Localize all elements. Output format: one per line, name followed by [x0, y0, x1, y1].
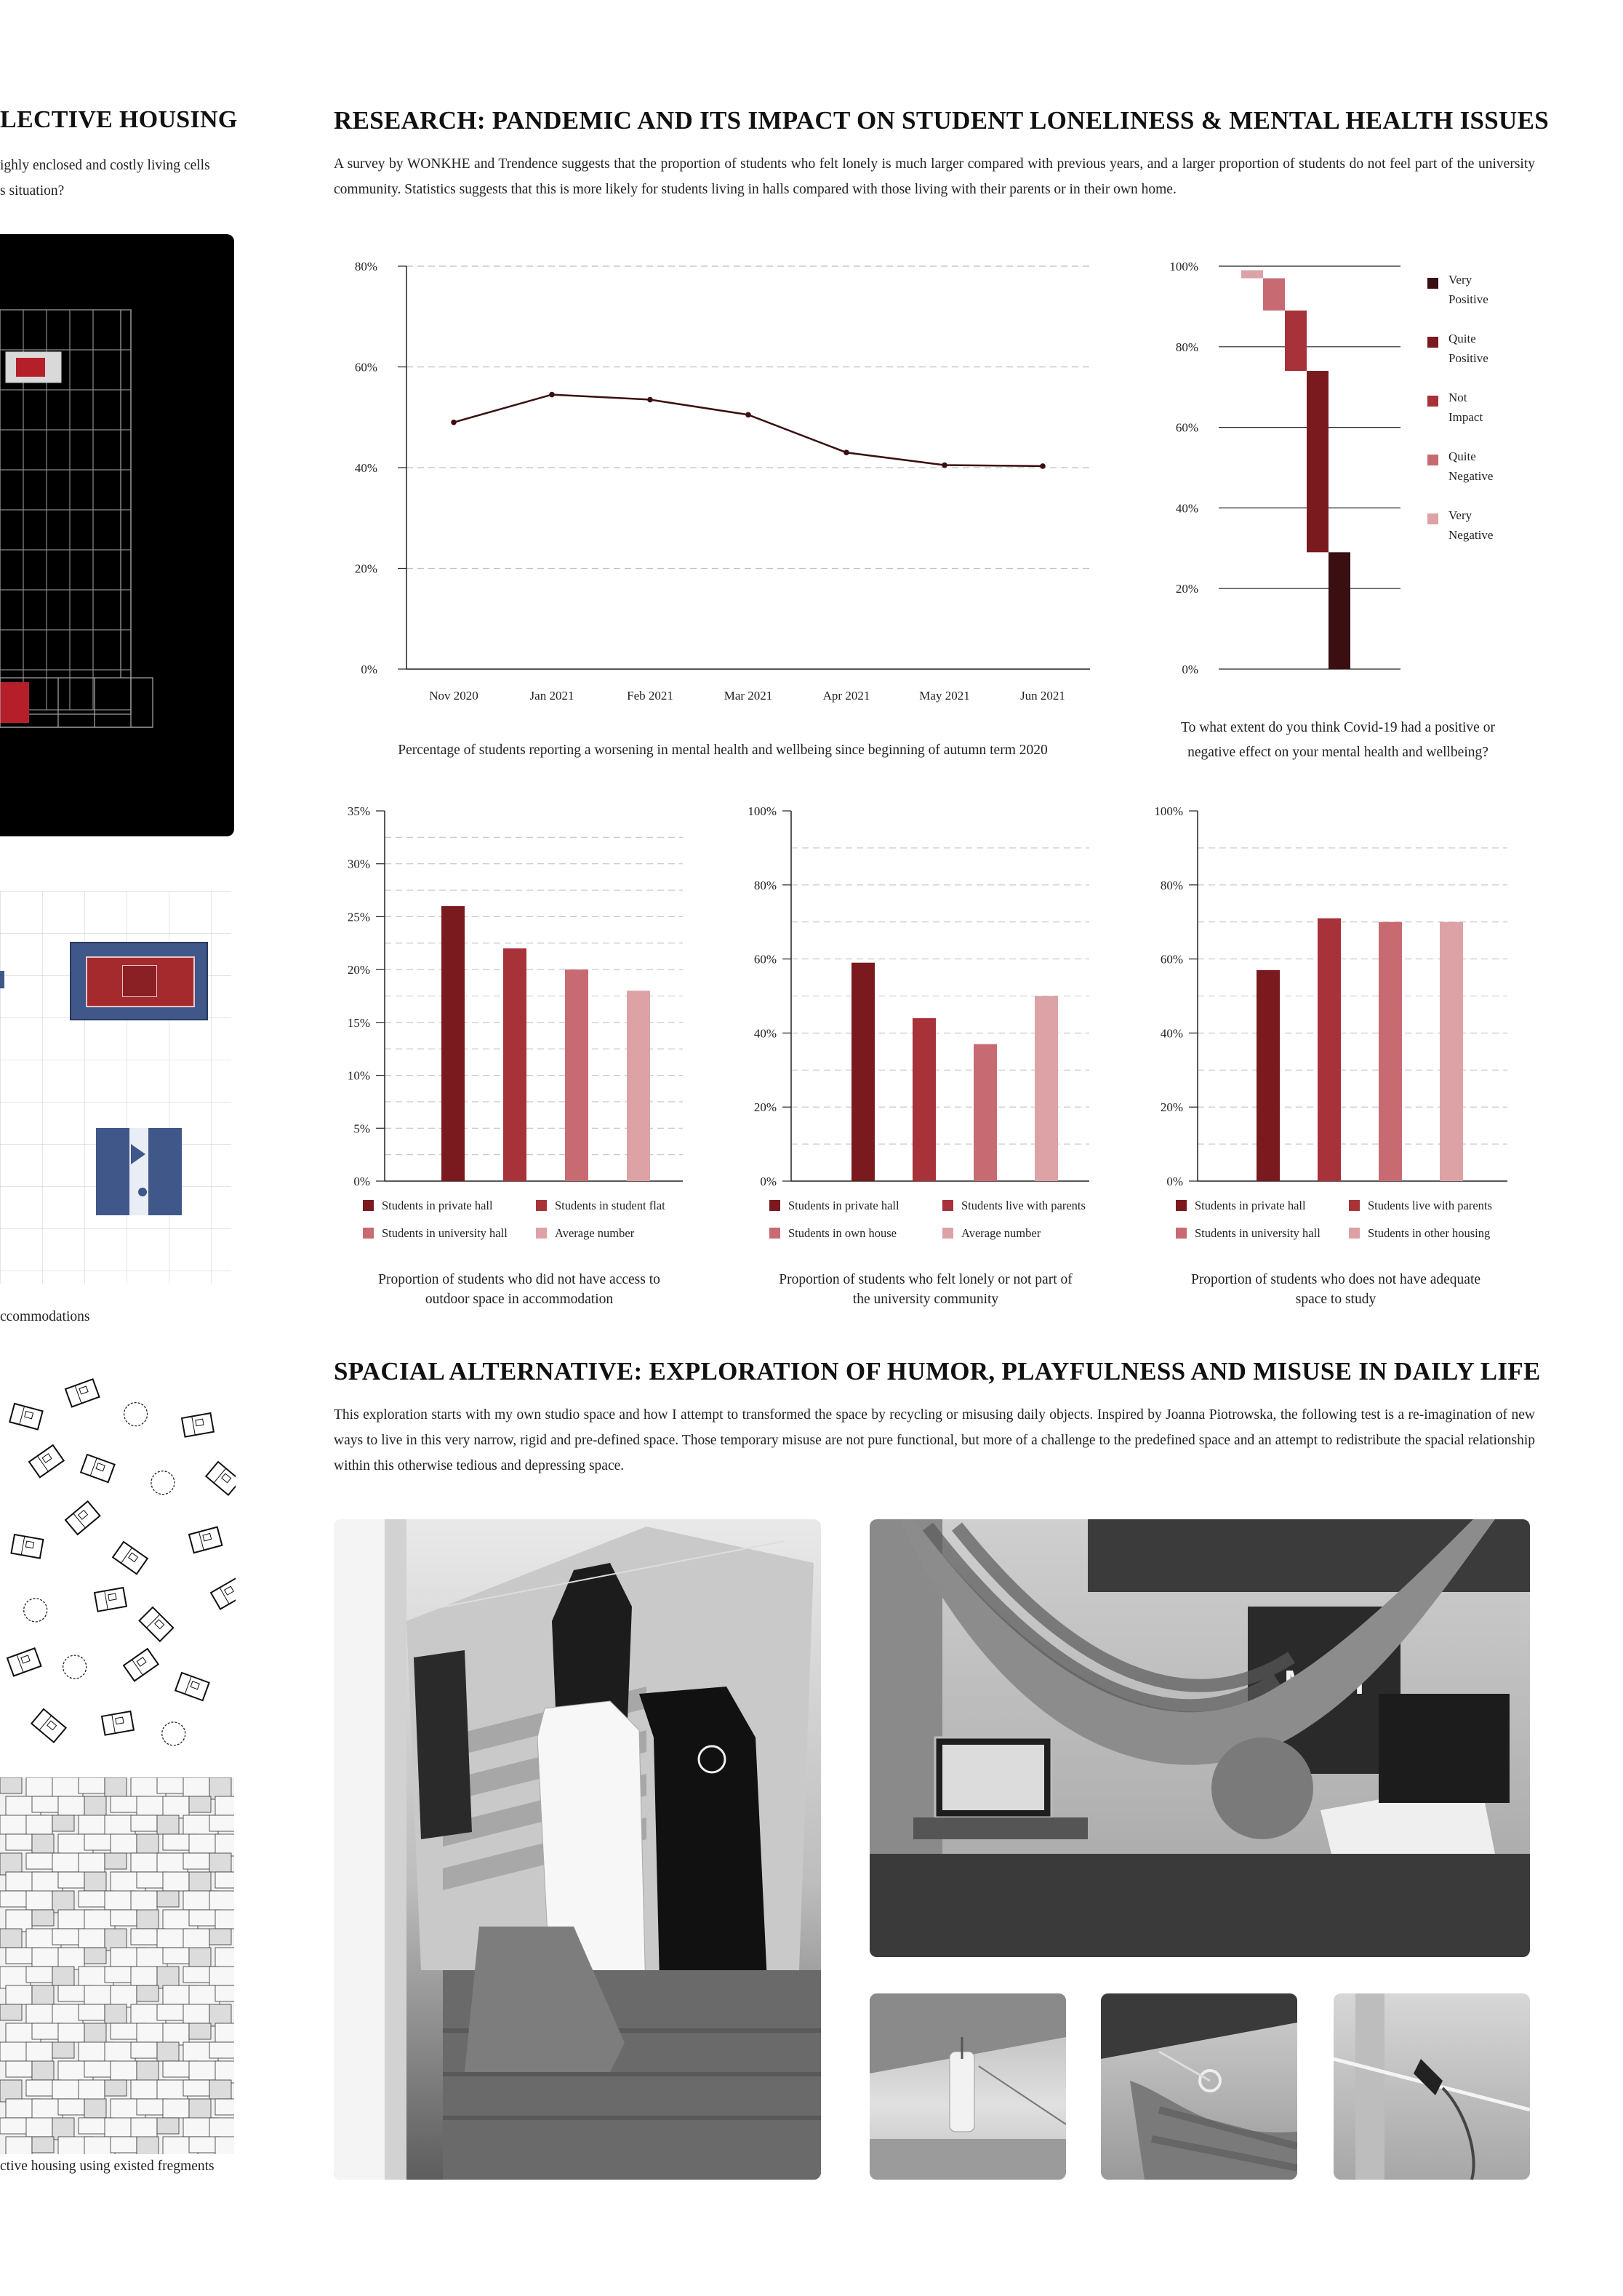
tree-symbol — [120, 1399, 152, 1431]
plan-cell — [0, 2004, 22, 2020]
bar-chart-study-space — [1147, 793, 1554, 1258]
y-tick-label: 0% — [361, 663, 377, 676]
y-tick-label: 0% — [1182, 663, 1198, 676]
plan-cell — [0, 1777, 22, 1793]
plan-cell — [111, 2137, 137, 2153]
legend-label: Students in own house — [788, 1226, 897, 1240]
legend-label: Average number — [961, 1226, 1041, 1240]
scattered-units-drawing — [0, 1375, 236, 1753]
legend-swatch — [1427, 513, 1438, 524]
plan-cell — [0, 2080, 22, 2102]
plan-cell — [183, 2004, 209, 2023]
legend-label: Average number — [555, 1226, 635, 1240]
legend-swatch — [1427, 455, 1438, 465]
unit-plan — [60, 1652, 89, 1681]
y-tick-label: 40% — [753, 1026, 777, 1041]
legend-label-line2: Impact — [1448, 410, 1483, 424]
legend-swatch — [363, 1200, 374, 1211]
legend-label: Students in private hall — [1195, 1199, 1306, 1212]
data-point — [942, 463, 947, 468]
legend-label: Students in private hall — [788, 1199, 899, 1212]
plan-cell — [111, 1985, 137, 2007]
plan-cell — [215, 1872, 234, 1888]
plan-cell — [105, 1777, 127, 1796]
legend-swatch — [1427, 396, 1438, 407]
plan-cell — [189, 2023, 211, 2039]
x-tick-label: Apr 2021 — [822, 689, 870, 703]
plan-cell — [215, 1948, 234, 1969]
plan-cell — [137, 1910, 159, 1929]
photo-ceiling-bottle-svg — [870, 1993, 1066, 2180]
legend-label: Students in other housing — [1368, 1226, 1491, 1240]
plan-cell — [32, 1985, 54, 2007]
left-intro-line1: ighly enclosed and costly living cells — [0, 158, 210, 173]
data-point — [1040, 463, 1046, 469]
bar — [974, 1044, 997, 1181]
small-block-plan — [0, 971, 4, 988]
plan-cell — [183, 2080, 209, 2096]
bar1-caption-line1: Proportion of students who did not have access to — [378, 1272, 660, 1287]
plan-cell — [189, 1948, 211, 1967]
tree-symbol — [148, 1467, 179, 1498]
bar3-caption-line2: space to study — [1295, 1292, 1376, 1307]
plan-cell — [163, 2099, 189, 2118]
plan-cell — [163, 1872, 189, 1891]
plan-cell — [163, 1796, 189, 1818]
plan-cell — [26, 1967, 52, 1983]
plan-cell — [84, 1948, 106, 1964]
legend-swatch — [1427, 278, 1438, 289]
y-tick-label: 20% — [347, 963, 370, 977]
plan-cell — [209, 1777, 231, 1799]
plan-cell — [215, 2023, 234, 2042]
legend-swatch — [942, 1200, 953, 1211]
waterfall-chart-covid-effect — [1153, 247, 1560, 691]
unit-plan — [182, 1413, 214, 1437]
plan-cell — [58, 1948, 84, 1969]
bar1-caption — [334, 1270, 705, 1309]
y-tick-label: 5% — [353, 1121, 370, 1136]
plan-cell — [32, 1910, 54, 1926]
courtyard-block-plan — [70, 942, 208, 1020]
y-tick-label: 80% — [354, 260, 377, 273]
legend-swatch — [1349, 1228, 1360, 1239]
plan-cell — [131, 1815, 157, 1831]
plan-cell — [209, 2004, 231, 2026]
tree-symbol — [158, 1719, 189, 1750]
plan-cell — [209, 2080, 231, 2099]
legend-swatch — [769, 1200, 780, 1211]
legend-swatch — [1176, 1228, 1187, 1239]
plan-cell — [58, 2023, 84, 2042]
plan-cell — [26, 1815, 52, 1837]
plan-cell — [79, 1853, 105, 1875]
plan-cell — [189, 1796, 211, 1812]
legend-swatch — [942, 1228, 953, 1239]
x-tick-label: Jun 2021 — [1020, 689, 1065, 703]
plan-cell — [163, 1948, 189, 1964]
unit-plan — [95, 1588, 127, 1612]
plan-cell — [0, 1929, 22, 1948]
plan-cell — [209, 1815, 234, 1831]
plan-cell — [79, 1929, 105, 1948]
legend-label-line1: Very — [1448, 508, 1472, 522]
plan-cell — [105, 2080, 127, 2096]
unit-plan — [65, 1379, 99, 1407]
bar — [627, 991, 650, 1181]
line-chart-caption: Percentage of students reporting a worsening in mental health and wellbeing since beginning of autumn term 2020 — [398, 743, 1048, 758]
plan-cell — [131, 1967, 157, 1985]
plan-cell — [189, 2099, 211, 2121]
y-tick-label: 30% — [347, 857, 370, 871]
dense-plan-svg — [0, 1777, 234, 2154]
y-tick-label: 60% — [1160, 952, 1183, 967]
legend-label-line1: Not — [1448, 391, 1467, 404]
plan-cell — [209, 1891, 234, 1913]
waterfall-bar — [1307, 371, 1329, 552]
line-chart-mental-health — [334, 247, 1112, 713]
legend-label: Students live with parents — [1368, 1199, 1492, 1212]
plan-cell — [209, 2118, 234, 2140]
photo-hammock-desk-svg — [870, 1519, 1530, 1957]
research-paragraph: A survey by WONKHE and Trendence suggests that the proportion of students who felt lonely is much larger compared with previous years, and a larger proportion of students do not feel part of the university community. Statistics suggests that this is more likely for students living in halls compared with those living with their parents or in their own home. — [334, 156, 1535, 197]
unit-plan — [65, 1501, 100, 1535]
bar2-caption — [740, 1270, 1111, 1309]
plan-cell — [6, 1834, 32, 1850]
plan-cell — [183, 1853, 209, 1869]
y-tick-label: 35% — [347, 804, 370, 818]
legend-swatch — [1349, 1200, 1360, 1211]
unit-outline — [9, 1404, 42, 1429]
y-tick-label: 20% — [1160, 1100, 1183, 1115]
plan-cell — [209, 1967, 234, 1985]
unit-outline — [65, 1501, 100, 1535]
legend-swatch — [363, 1228, 374, 1239]
unit-plan — [158, 1719, 189, 1750]
unit-plan — [206, 1462, 236, 1495]
plan-cell — [215, 1910, 234, 1929]
plan-cell — [84, 2023, 106, 2045]
unit-plan — [31, 1709, 65, 1743]
legend-label-line1: Quite — [1448, 449, 1476, 463]
unit-outline — [189, 1527, 222, 1553]
legend-label: Students in student flat — [555, 1199, 665, 1212]
legend-label: Students in university hall — [1195, 1226, 1321, 1240]
plan-cell — [183, 1929, 209, 1951]
plan-cell — [79, 1777, 105, 1793]
tree-symbol — [60, 1652, 89, 1681]
plan-cell — [157, 2042, 179, 2061]
waterfall-bar — [1285, 311, 1307, 371]
plan-cell — [58, 2099, 84, 2115]
legend-label-line2: Negative — [1448, 469, 1494, 483]
plan-cell — [32, 2137, 54, 2153]
plan-cell — [6, 2061, 32, 2077]
unit-plan — [140, 1607, 174, 1641]
unit-plan — [102, 1711, 134, 1735]
y-tick-label: 20% — [1175, 582, 1198, 596]
unit-outline — [65, 1379, 99, 1407]
unit-plan — [189, 1527, 222, 1553]
legend-swatch — [1176, 1200, 1187, 1211]
legend-swatch — [769, 1228, 780, 1239]
unit-plan — [81, 1455, 114, 1482]
y-tick-label: 100% — [1169, 260, 1198, 273]
y-tick-label: 80% — [1160, 878, 1183, 892]
plan-grid-area — [0, 891, 231, 1284]
scattered-units-svg — [0, 1375, 236, 1753]
left-heading: LECTIVE HOUSING — [0, 106, 238, 133]
plan-cell — [0, 1853, 22, 1875]
plan-cell — [137, 1985, 159, 2001]
y-tick-label: 20% — [354, 561, 377, 576]
plan-cell — [6, 1910, 32, 1932]
unit-plan — [211, 1578, 236, 1609]
legend-label-line2: Positive — [1448, 292, 1488, 306]
plan-cell — [215, 2061, 234, 2083]
legend-label: Students live with parents — [961, 1199, 1086, 1212]
bar — [565, 969, 588, 1181]
unit-plan — [124, 1649, 159, 1681]
plan-cell — [6, 1985, 32, 2004]
y-tick-label: 40% — [354, 461, 377, 475]
left-intro — [0, 153, 210, 204]
waterfall-bar — [1263, 279, 1285, 311]
photo-curtain-hook — [1101, 1993, 1297, 2180]
unit-outline — [175, 1673, 209, 1700]
data-point — [745, 412, 751, 417]
plan-cell — [131, 2042, 157, 2058]
legend-label-line1: Quite — [1448, 332, 1476, 345]
plan-cell — [84, 1872, 106, 1891]
legend-swatch — [1427, 337, 1438, 348]
data-point — [647, 397, 653, 403]
bar2-caption-line2: the university community — [852, 1292, 999, 1307]
waterfall-caption — [1134, 716, 1542, 765]
unit-outline — [31, 1709, 65, 1743]
plan-cell — [215, 1796, 234, 1815]
y-tick-label: 10% — [347, 1068, 370, 1083]
legend-label-line2: Positive — [1448, 351, 1488, 365]
y-tick-label: 15% — [347, 1015, 370, 1030]
legend-label: Students in private hall — [382, 1199, 493, 1212]
waterfall-bar — [1241, 271, 1263, 279]
plan-cell — [105, 1929, 127, 1951]
building-section-drawing — [0, 234, 234, 836]
data-point — [549, 392, 555, 398]
plan-cell — [215, 2137, 234, 2154]
legend-swatch — [536, 1228, 547, 1239]
left-caption-accommodations: ccommodations — [0, 1309, 90, 1324]
bar-chart-outdoor-space — [334, 793, 697, 1258]
y-tick-label: 0% — [353, 1175, 370, 1188]
research-heading: RESEARCH: PANDEMIC AND ITS IMPACT ON STUDENT LONELINESS & MENTAL HEALTH ISSUES — [334, 106, 1550, 135]
building-section-svg — [0, 234, 234, 836]
bar — [1257, 970, 1280, 1181]
series-line — [454, 395, 1043, 466]
bar — [1318, 919, 1341, 1181]
unit-outline — [182, 1413, 214, 1437]
plan-cell — [52, 1967, 74, 1985]
y-tick-label: 40% — [1160, 1026, 1183, 1041]
x-tick-label: May 2021 — [919, 689, 970, 703]
plan-cell — [157, 2118, 179, 2134]
plan-cell — [79, 2004, 105, 2020]
bar — [851, 963, 875, 1181]
spacial-paragraph: This exploration starts with my own studio space and how I attempt to transformed the space by recycling or misusing daily objects. Inspired by Joanna Piotrowska, the following test is a re-imagination of new ways to live in this very narrow, rigid and pre-defined space. Those temporary misuse are not pure functional, but more of a challenge to the predefined space and an attempt to redistribute the spacial relationship within this otherwise tedious and depressing space. — [334, 1407, 1535, 1473]
unit-outline — [124, 1649, 159, 1681]
plan-cell — [84, 2099, 106, 2118]
plan-cell — [52, 1815, 74, 1831]
plan-cell — [111, 2061, 137, 2080]
legend-swatch — [536, 1200, 547, 1211]
plan-cell — [209, 1853, 231, 1872]
unit-outline — [29, 1445, 64, 1477]
y-tick-label: 40% — [1175, 501, 1198, 516]
legend-label-line2: Negative — [1448, 528, 1494, 542]
y-tick-label: 60% — [354, 360, 377, 375]
plan-cell — [105, 1853, 127, 1869]
unit-plan — [7, 1648, 41, 1676]
y-tick-label: 60% — [753, 952, 777, 967]
bar-chart-lonely — [740, 793, 1104, 1258]
photo-rope-clip — [1334, 1993, 1530, 2180]
y-tick-label: 60% — [1175, 420, 1198, 435]
plan-cell — [6, 2137, 32, 2154]
x-tick-label: Mar 2021 — [724, 689, 773, 703]
plan-cell — [52, 1891, 74, 1913]
y-tick-label: 80% — [1175, 340, 1198, 354]
legend-label: Students in university hall — [382, 1226, 508, 1240]
photo-hammock-desk — [870, 1519, 1530, 1957]
plan-cell — [111, 1910, 137, 1926]
plan-cell — [137, 1834, 159, 1856]
plan-cell — [32, 1834, 54, 1853]
plan-cell — [79, 2080, 105, 2102]
plan-cell — [163, 2023, 189, 2045]
x-tick-label: Nov 2020 — [429, 689, 478, 703]
unit-plan — [20, 1595, 51, 1626]
plan-cell — [131, 1891, 157, 1913]
plan-cell — [157, 1815, 179, 1834]
unit-outline — [113, 1542, 148, 1574]
y-tick-label: 25% — [347, 910, 370, 924]
legend-label-line1: Very — [1448, 273, 1472, 287]
plan-cell — [215, 1834, 234, 1856]
spacial-heading: SPACIAL ALTERNATIVE: EXPLORATION OF HUMOR, PLAYFULNESS AND MISUSE IN DAILY LIFE — [334, 1357, 1541, 1385]
waterfall-caption-line2: negative effect on your mental health and wellbeing? — [1187, 745, 1488, 760]
plan-cell — [105, 2004, 127, 2023]
plan-cell — [26, 2042, 52, 2064]
y-tick-label: 80% — [753, 878, 777, 892]
photo-hanging-clothes-svg — [334, 1519, 821, 2180]
bar — [1440, 922, 1463, 1181]
waterfall-caption-line1: To what extent do you think Covid-19 had a positive or — [1181, 720, 1495, 735]
bar — [441, 906, 465, 1181]
photo-ceiling-bottle — [870, 1993, 1066, 2180]
plan-cell — [26, 1891, 52, 1910]
unit-outline — [7, 1648, 41, 1676]
data-point — [451, 420, 457, 425]
y-tick-label: 100% — [748, 804, 777, 818]
plan-cell — [209, 1929, 231, 1945]
photo-hanging-clothes — [334, 1519, 821, 2180]
plan-cell — [209, 2042, 234, 2058]
bar3-caption-line1: Proportion of students who does not have adequate — [1190, 1272, 1481, 1287]
unit-plan — [113, 1542, 148, 1574]
plan-cell — [58, 1796, 84, 1815]
plan-cell — [52, 2118, 74, 2140]
photo-rope-clip-svg — [1334, 1993, 1530, 2180]
plan-cell — [84, 1796, 106, 1818]
plan-cell — [137, 2061, 159, 2083]
unit-outline — [81, 1455, 114, 1482]
left-caption-fragments: ctive housing using existed fregments — [0, 2159, 215, 2174]
plan-cell — [26, 2118, 52, 2137]
x-tick-label: Jan 2021 — [529, 689, 574, 703]
plan-cell — [215, 1985, 234, 2001]
unit-outline — [140, 1607, 174, 1641]
plan-cell — [137, 2137, 159, 2154]
plan-cell — [157, 1891, 179, 1907]
y-tick-label: 0% — [760, 1175, 777, 1188]
bar1-caption-line2: outdoor space in accommodation — [425, 1292, 614, 1307]
waterfall-bar — [1329, 552, 1350, 669]
data-point — [843, 449, 849, 455]
unit-outline — [95, 1588, 127, 1612]
unit-plan — [29, 1445, 64, 1477]
left-intro-line2: s situation? — [0, 183, 65, 199]
unit-plan — [11, 1535, 43, 1559]
plan-cell — [32, 2061, 54, 2080]
plan-cell — [215, 2099, 234, 2115]
plan-cell — [52, 2042, 74, 2058]
bar2-caption-line1: Proportion of students who felt lonely or not part of — [779, 1272, 1073, 1287]
dense-housing-plan — [0, 1777, 234, 2154]
unit-plan — [9, 1404, 42, 1429]
photo-curtain-hook-svg — [1101, 1993, 1297, 2180]
unit-outline — [11, 1535, 43, 1559]
stair-block-plan — [96, 1128, 182, 1215]
bar3-caption — [1147, 1270, 1525, 1309]
plan-cell — [131, 2118, 157, 2140]
bar — [1035, 996, 1058, 1182]
y-tick-label: 100% — [1154, 804, 1183, 818]
x-tick-label: Feb 2021 — [627, 689, 673, 703]
y-tick-label: 20% — [753, 1100, 777, 1115]
plan-cell — [157, 1967, 179, 1988]
plan-cell — [183, 1777, 209, 1796]
tree-symbol — [20, 1595, 51, 1626]
unit-outline — [102, 1711, 134, 1735]
plan-cell — [58, 1872, 84, 1888]
plan-cell — [111, 1834, 137, 1853]
plan-cell — [189, 1872, 211, 1894]
unit-plan — [120, 1399, 152, 1431]
bar — [1379, 922, 1402, 1181]
unit-plan — [148, 1467, 179, 1498]
bar — [913, 1018, 936, 1181]
unit-plan — [175, 1673, 209, 1700]
bar — [503, 948, 526, 1181]
y-tick-label: 0% — [1166, 1175, 1183, 1188]
